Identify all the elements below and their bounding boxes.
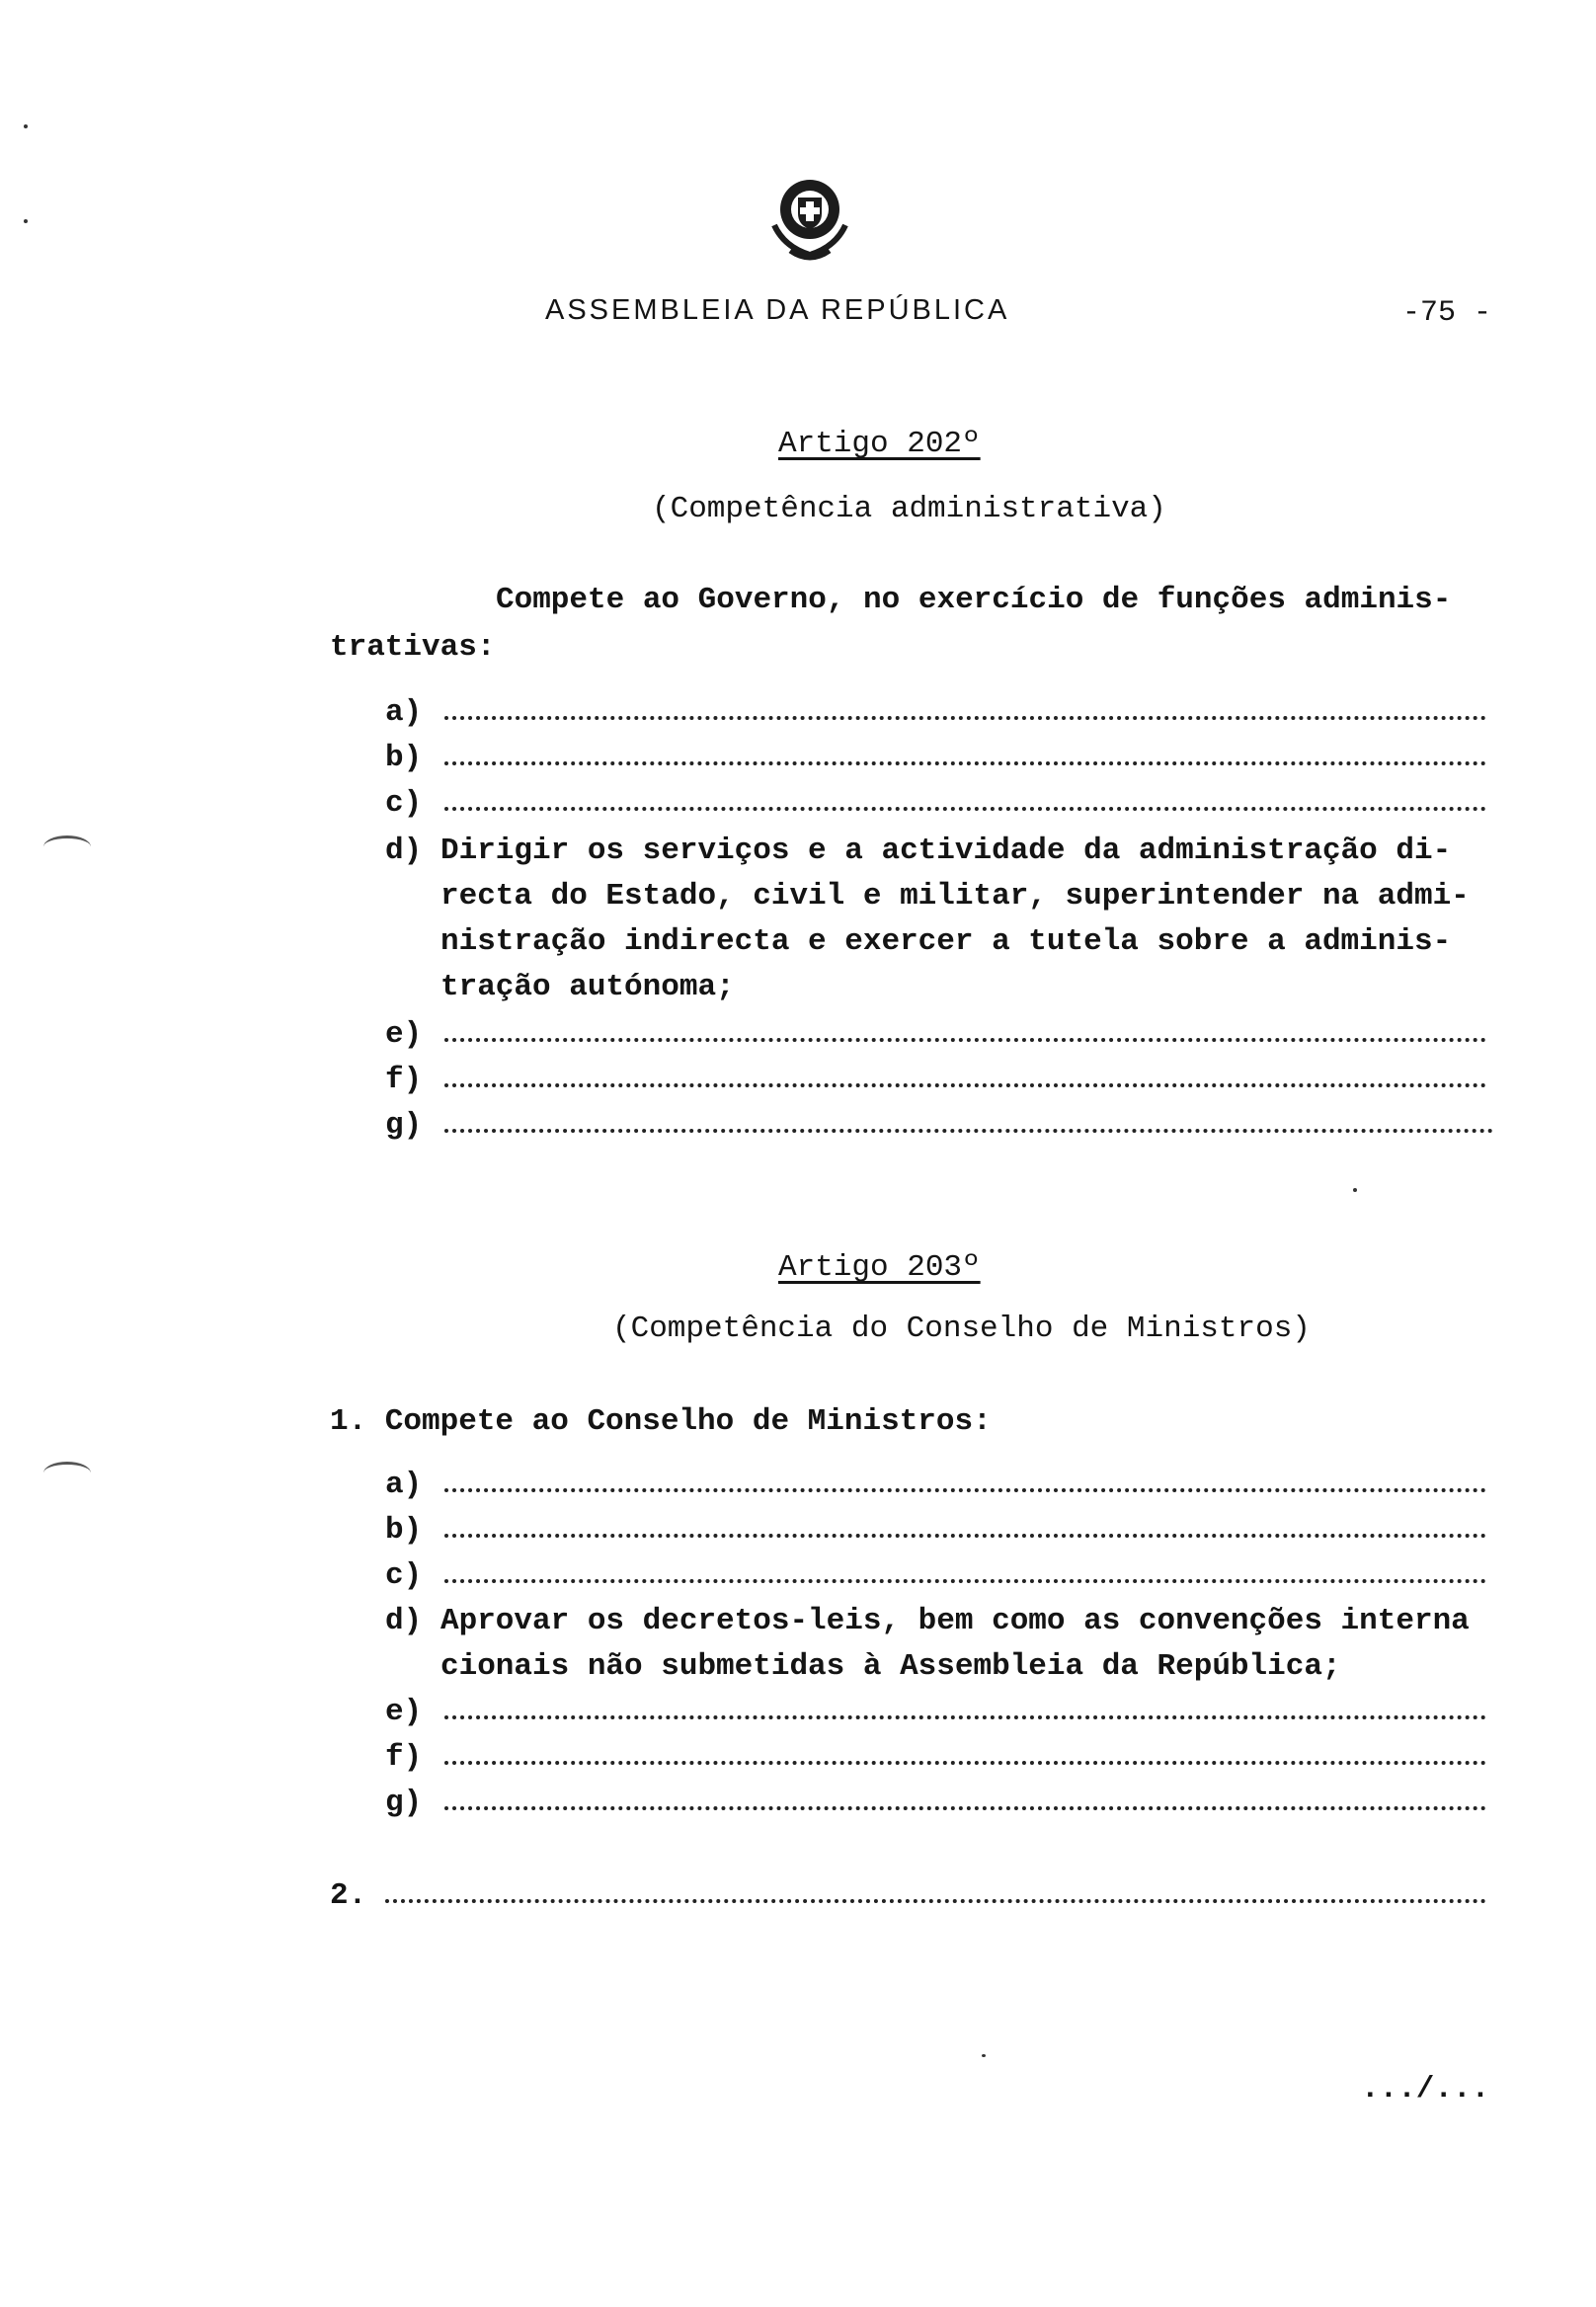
article-202-item-d-line2: recta do Estado, civil e militar, superintender na admi- [440, 879, 1470, 914]
article-203-item-d-label: d) [385, 1604, 423, 1638]
article-203-item-a-dots [444, 1488, 1486, 1492]
article-202-item-d-line3: nistração indirecta e exercer a tutela sobre a adminis- [440, 924, 1452, 959]
article-202-item-f-label: f) [385, 1063, 423, 1097]
article-203-item-d-line1: Aprovar os decretos-leis, bem como as convenções interna [440, 1604, 1470, 1638]
article-203-item-c-dots [444, 1579, 1486, 1583]
page-number: -75 - [1402, 296, 1492, 330]
binder-hole-mark [43, 1462, 91, 1484]
article-203-item-b-label: b) [385, 1513, 423, 1548]
scan-speck [24, 219, 28, 223]
article-203-item-f-dots [444, 1761, 1486, 1765]
article-202-item-d-line1: Dirigir os serviços e a actividade da administração di- [440, 834, 1452, 868]
article-202-item-c-label: c) [385, 786, 423, 821]
article-202-item-a-dots [444, 716, 1486, 720]
article-202-intro-line2: trativas: [330, 630, 496, 665]
article-202-item-f-dots [444, 1083, 1486, 1087]
article-203-subtitle: (Competência do Conselho de Ministros) [612, 1312, 1311, 1346]
article-203-item-g-dots [444, 1806, 1486, 1810]
article-202-item-c-dots [444, 807, 1486, 811]
article-203-item-d-line2: cionais não submetidas à Assembleia da República; [440, 1649, 1341, 1684]
continuation-mark: .../... [1361, 2072, 1490, 2107]
article-202-item-g-dots [444, 1129, 1493, 1133]
article-203-item-e-label: e) [385, 1695, 423, 1729]
article-203-item-b-dots [444, 1534, 1486, 1538]
article-202-item-b-dots [444, 761, 1486, 765]
article-202-subtitle: (Competência administrativa) [652, 492, 1166, 526]
article-202-item-e-label: e) [385, 1017, 423, 1052]
article-202-item-d-label: d) [385, 834, 423, 868]
article-203-point2-label: 2. [330, 1878, 367, 1913]
article-203-item-f-label: f) [385, 1740, 423, 1775]
article-203-heading: Artigo 203º [778, 1250, 981, 1285]
article-202-intro-line1: Compete ao Governo, no exercício de funções adminis- [496, 583, 1452, 617]
article-202-heading: Artigo 202º [778, 427, 981, 461]
article-202-item-b-label: b) [385, 741, 423, 775]
header-title: ASSEMBLEIA DA REPÚBLICA [545, 294, 1010, 326]
scan-speck [982, 2054, 986, 2057]
article-202-item-e-dots [444, 1038, 1486, 1042]
article-203-item-g-label: g) [385, 1786, 423, 1820]
scan-speck [24, 124, 28, 128]
article-203-item-a-label: a) [385, 1468, 423, 1502]
article-203-point1: 1. Compete ao Conselho de Ministros: [330, 1404, 992, 1439]
binder-hole-mark [43, 835, 91, 858]
article-202-item-d-line4: tração autónoma; [440, 970, 735, 1004]
coat-of-arms-emblem [760, 170, 859, 269]
article-202-item-g-label: g) [385, 1108, 423, 1143]
scan-speck [1353, 1188, 1357, 1192]
article-202-item-a-label: a) [385, 695, 423, 730]
article-203-point2-dots [385, 1899, 1486, 1903]
article-203-item-e-dots [444, 1715, 1486, 1719]
article-203-item-c-label: c) [385, 1558, 423, 1593]
